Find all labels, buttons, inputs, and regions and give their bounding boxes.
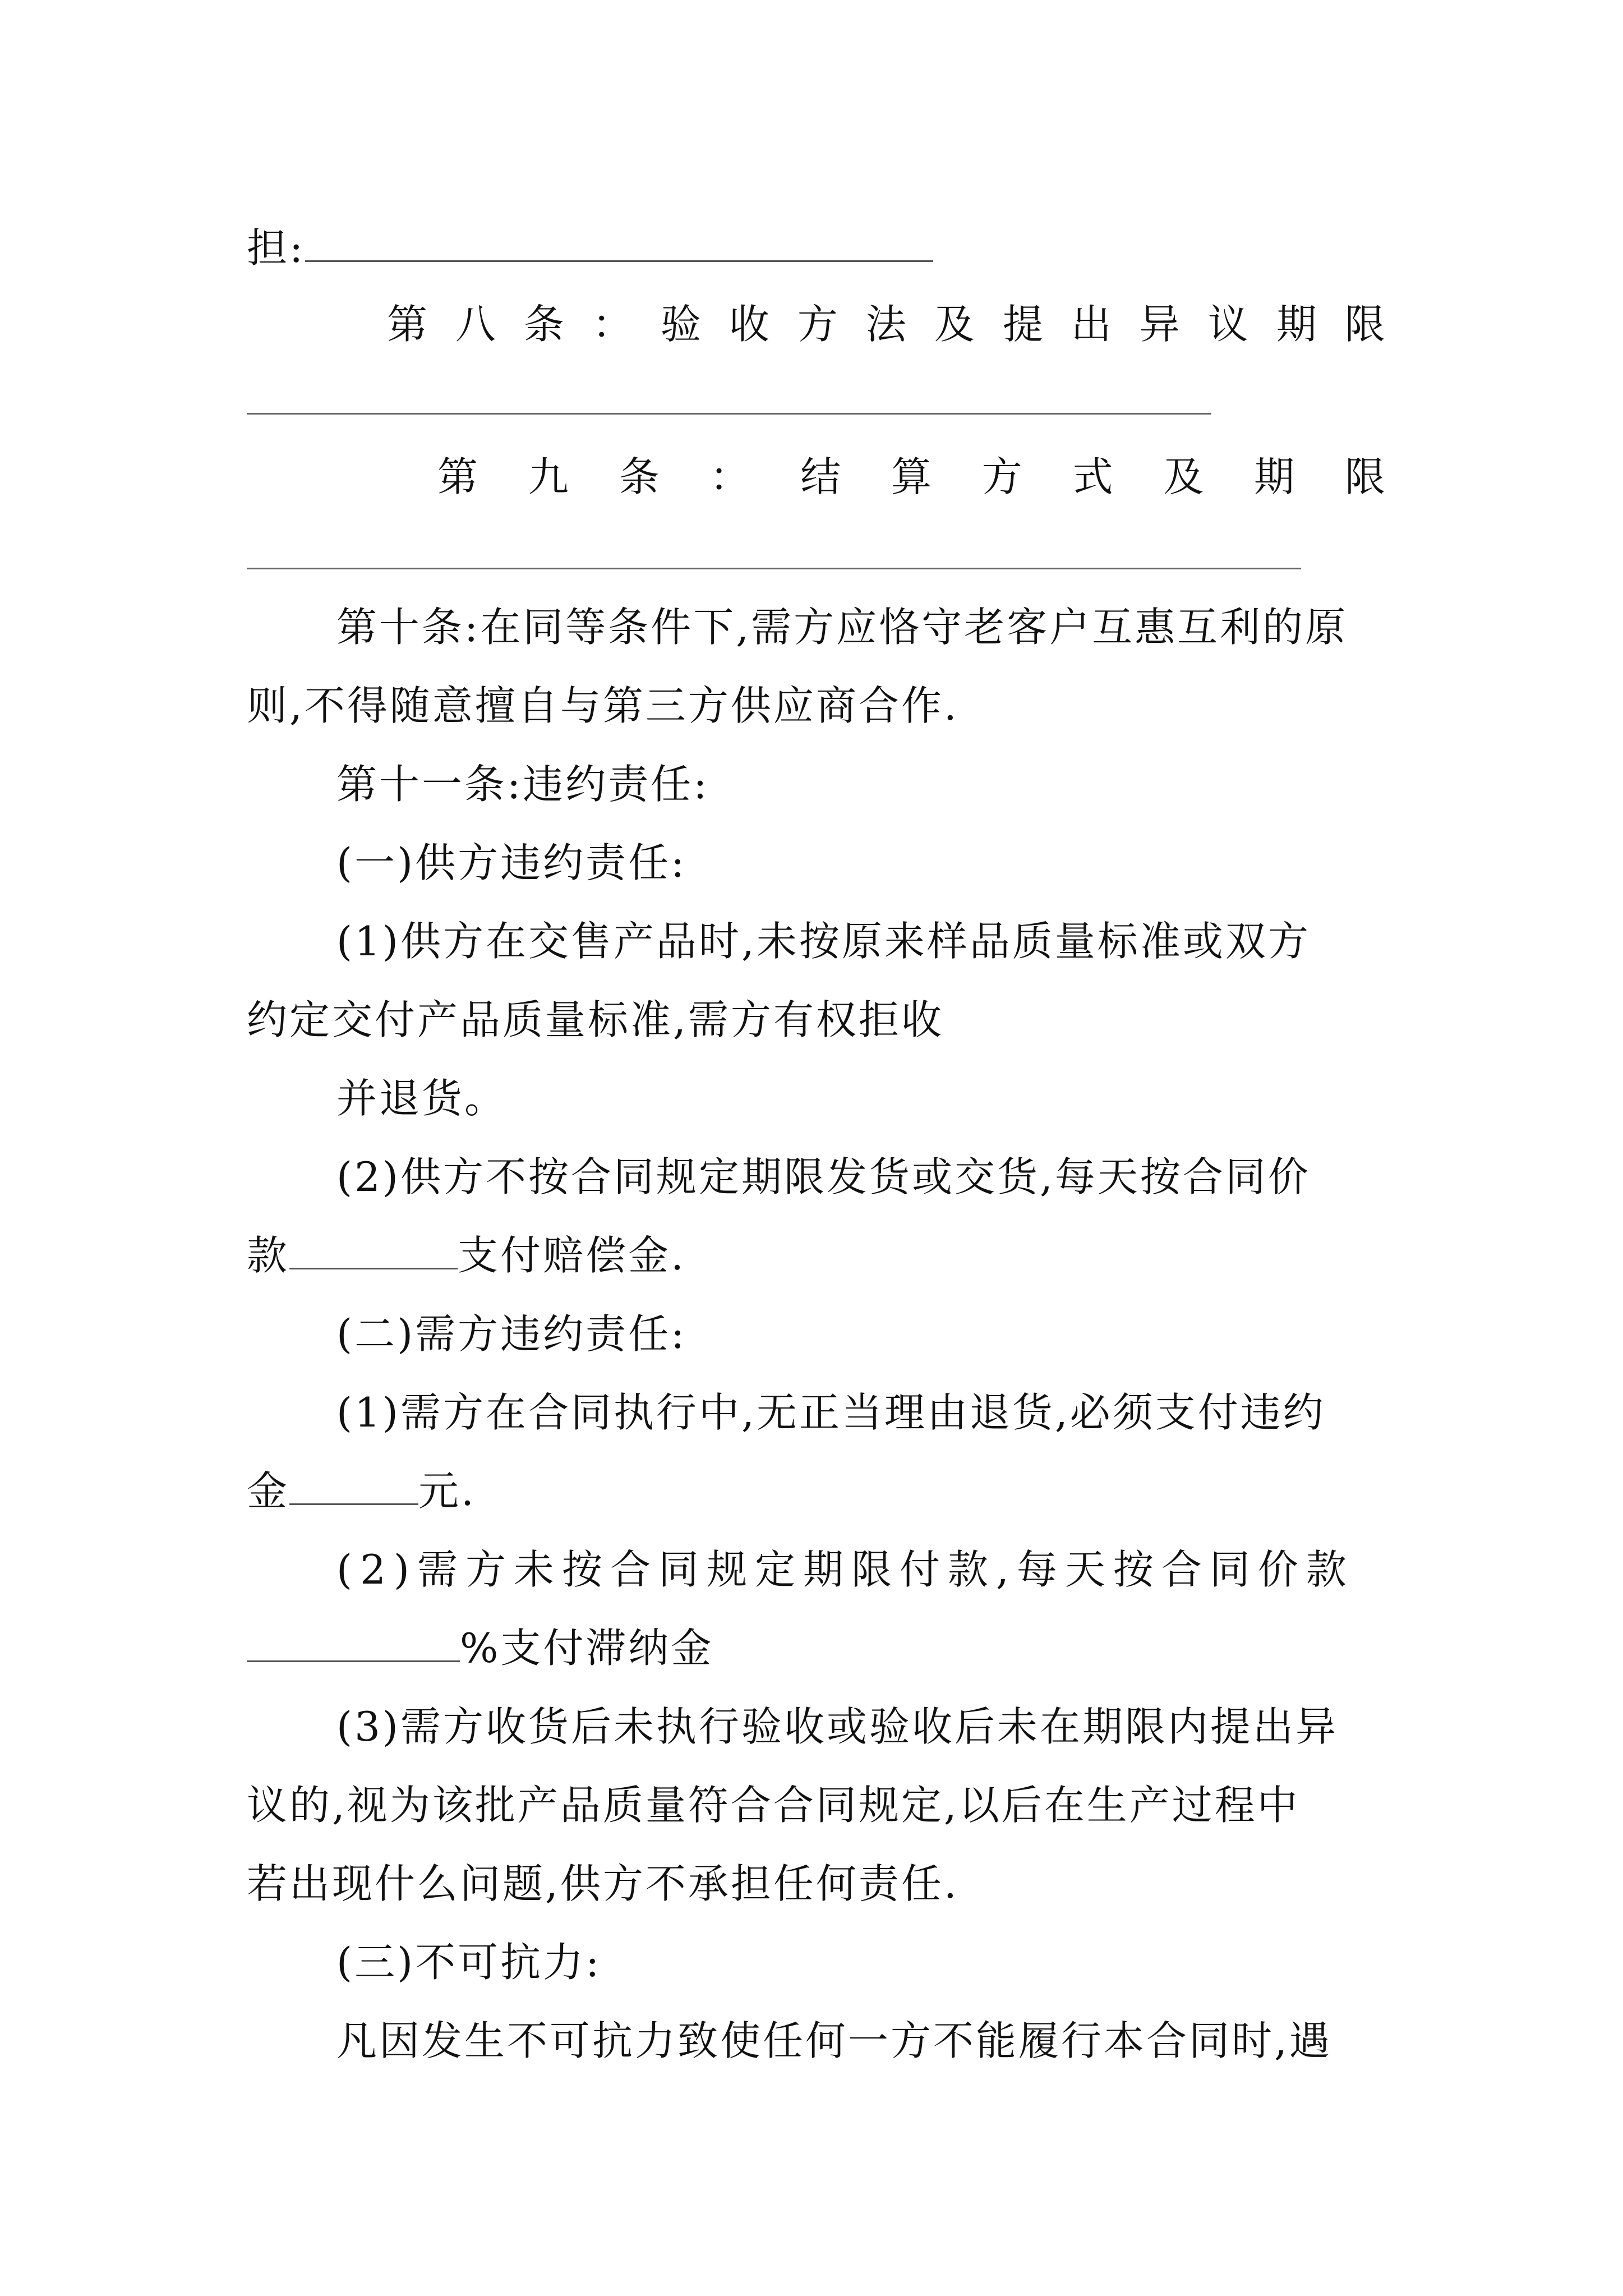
article-8-char: 方 [797,301,838,348]
force-majeure-heading: (三)不可抗力: [336,1939,602,1986]
article-8-char: ： [592,301,633,348]
supplier-item-1-line-2: 约定交付产品质量标准,需方有权拒收 [247,996,944,1043]
article-8-char: 限 [1344,301,1385,348]
article-8-char: 收 [728,301,769,348]
article-9-char: ： [709,453,750,500]
article-11-heading: 第十一条:违约责任: [336,761,709,808]
article-9-char: 条 [619,453,660,500]
article-10-line-1: 第十条:在同等条件下,需方应恪守老客户互惠互利的原 [336,604,1348,651]
buyer-item-3-line-1: (3)需方收货后未执行验收或验收后未在期限内提出异 [336,1703,1338,1750]
supplier-item-1-line-1: (1)供方在交售产品时,未按原来样品质量标准或双方 [336,918,1311,965]
article-8-char: 法 [865,301,906,348]
article-8-char: 议 [1207,301,1248,348]
article-9-char: 限 [1344,453,1385,500]
buyer-item-3-line-2: 议的,视为该批产品质量符合合同规定,以后在生产过程中 [247,1782,1300,1829]
force-majeure-line-1: 凡因发生不可抗力致使任何一方不能履行本合同时,遇 [336,2017,1332,2064]
article-9-char: 第 [437,453,478,500]
penalty-label: 金 [247,1467,290,1515]
article-9-char: 算 [891,453,932,500]
article-9-heading [437,449,1385,505]
penalty-amount-blank [289,1469,418,1505]
supplier-item-2-line-1: (2)供方不按合同规定期限发货或交货,每天按合同价 [336,1153,1311,1200]
article-8-char: 异 [1139,301,1180,348]
buyer-item-3-line-3: 若出现什么问题,供方不承担任何责任. [247,1860,959,1907]
late-fee-percent-blank [247,1626,460,1662]
supplier-liability-heading: (一)供方违约责任: [336,839,687,886]
article-9-char: 方 [981,453,1022,500]
article-10-line-2: 则,不得随意擅自与第三方供应商合作. [247,682,959,729]
article-8-char: 期 [1276,301,1317,348]
article-8-char: 第 [387,301,428,348]
article-8-char: 及 [934,301,975,348]
supplier-item-2-line-2 [247,1227,1385,1283]
article-9-char: 及 [1163,453,1204,500]
article-8-char: 八 [455,301,496,348]
article-8-char: 条 [523,301,564,348]
guarantee-label: 担: [247,224,306,272]
text-line-guarantee [247,220,1385,276]
article-9-char: 式 [1072,453,1113,500]
article-9-char: 结 [800,453,841,500]
compensation-blank [289,1233,458,1269]
article-8-char: 出 [1071,301,1112,348]
buyer-item-2-line-2 [247,1620,1385,1676]
buyer-item-2-line-1: (2)需方未按合同规定期限付款,每天按合同价款 [336,1546,1354,1593]
article-8-char: 验 [660,301,701,348]
buyer-item-1-line-2 [247,1463,1385,1519]
article-9-char: 九 [528,453,569,500]
penalty-unit: 元. [418,1467,476,1515]
article-8-char: 提 [1002,301,1043,348]
payment-label: 款 [247,1232,290,1279]
buyer-item-1-line-1: (1)需方在合同执行中,无正当理由退货,必须支付违约 [336,1389,1326,1436]
guarantee-blank [305,226,933,262]
compensation-text: 支付赔偿金. [458,1232,686,1279]
article-8-blank-rule [247,413,1211,415]
article-8-heading [387,296,1385,352]
late-fee-text: %支付滞纳金 [460,1625,714,1672]
article-9-blank-rule [247,568,1301,569]
buyer-liability-heading: (二)需方违约责任: [336,1310,687,1358]
supplier-item-1-line-3: 并退货。 [336,1075,508,1122]
article-9-char: 期 [1254,453,1295,500]
